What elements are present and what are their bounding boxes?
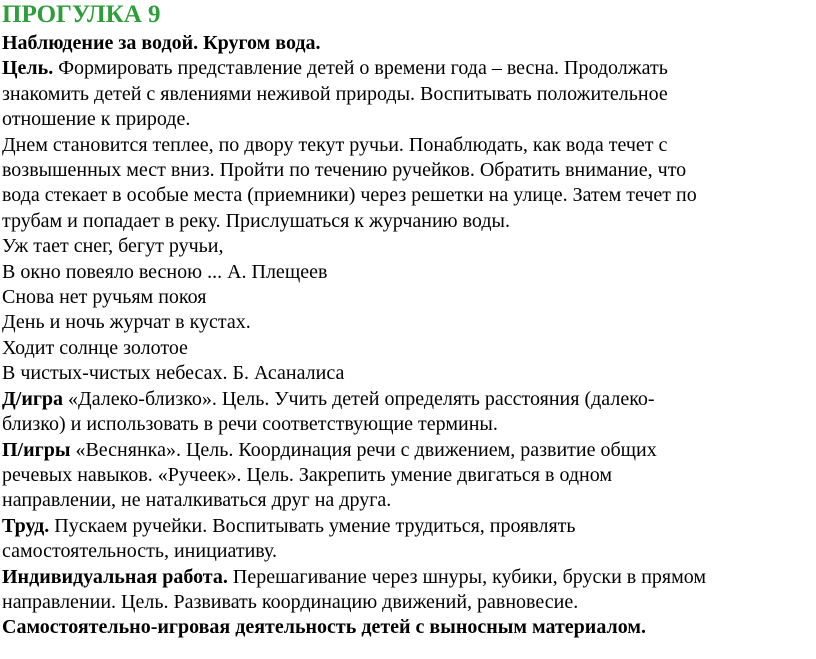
labor-line-2: самостоятельность, инициативу. bbox=[2, 540, 278, 563]
goal-line-2: знакомить детей с явлениями неживой природы. Воспитывать положительное bbox=[2, 82, 668, 105]
individual-work-text-1: Перешагивание через шнуры, кубики, бруски в прямом bbox=[227, 565, 707, 588]
didactic-game-text-1: «Далеко-близко». Цель. Учить детей определять расстояния (далеко- bbox=[63, 387, 655, 410]
goal-line-1 bbox=[2, 56, 812, 81]
observation-line-2: возвышенных мест вниз. Пройти по течению ручейков. Обратить внимание, что bbox=[2, 159, 687, 182]
outdoor-games-line-1 bbox=[2, 438, 812, 463]
poem-line-4: День и ночь журчат в кустах. bbox=[2, 311, 251, 334]
didactic-game-label: Д/игра bbox=[2, 387, 64, 410]
outdoor-games-text-1: «Веснянка». Цель. Координация речи с движением, развитие общих bbox=[70, 438, 657, 461]
poem-line-1: Уж тает снег, бегут ручьи, bbox=[2, 235, 224, 258]
goal-text-1: Формировать представление детей о времени года – весна. Продолжать bbox=[53, 57, 668, 80]
labor-line-1 bbox=[2, 514, 812, 539]
didactic-game-line-1 bbox=[2, 387, 812, 412]
individual-work-line-2: направлении. Цель. Развивать координацию движений, равновесие. bbox=[2, 590, 579, 613]
observation-line-4: трубам и попадает в реку. Прислушаться к журчанию воды. bbox=[2, 209, 510, 232]
poem-line-3: Снова нет ручьям покоя bbox=[2, 286, 207, 309]
poem-line-2: В окно повеяло весною ... А. Плещеев bbox=[2, 260, 328, 283]
individual-work-label: Индивидуальная работа. bbox=[2, 565, 228, 588]
labor-text-1: Пускаем ручейки. Воспитывать умение трудиться, проявлять bbox=[49, 514, 576, 537]
subtitle: Наблюдение за водой. Кругом вода. bbox=[2, 32, 321, 54]
individual-work-line-1 bbox=[2, 565, 812, 590]
observation-line-3: вода стекает в особые места (приемники) через решетки на улице. Затем течет по bbox=[2, 184, 697, 207]
outdoor-games-label: П/игры bbox=[2, 438, 71, 461]
goal-label: Цель. bbox=[2, 57, 54, 80]
didactic-game-line-2: близко) и использовать в речи соответствующие термины. bbox=[2, 413, 498, 436]
labor-label: Труд. bbox=[2, 514, 50, 537]
poem-line-6: В чистых-чистых небесах. Б. Асаналиса bbox=[2, 362, 345, 385]
walk-title: ПРОГУЛКА 9 bbox=[2, 1, 161, 28]
poem-line-5: Ходит солнце золотое bbox=[2, 336, 188, 359]
outdoor-games-line-3: направлении, не наталкиваться друг на друга. bbox=[2, 489, 392, 512]
outdoor-games-line-2: речевых навыков. «Ручеек». Цель. Закрепить умение двигаться в одном bbox=[2, 463, 613, 486]
independent-play-heading: Самостоятельно-игровая деятельность детей с выносным материалом. bbox=[2, 616, 646, 639]
observation-line-1: Днем становится теплее, по двору текут ручьи. Понаблюдать, как вода течет с bbox=[2, 133, 668, 156]
document-page bbox=[2, 0, 812, 641]
goal-line-3: отношение к природе. bbox=[2, 108, 191, 131]
